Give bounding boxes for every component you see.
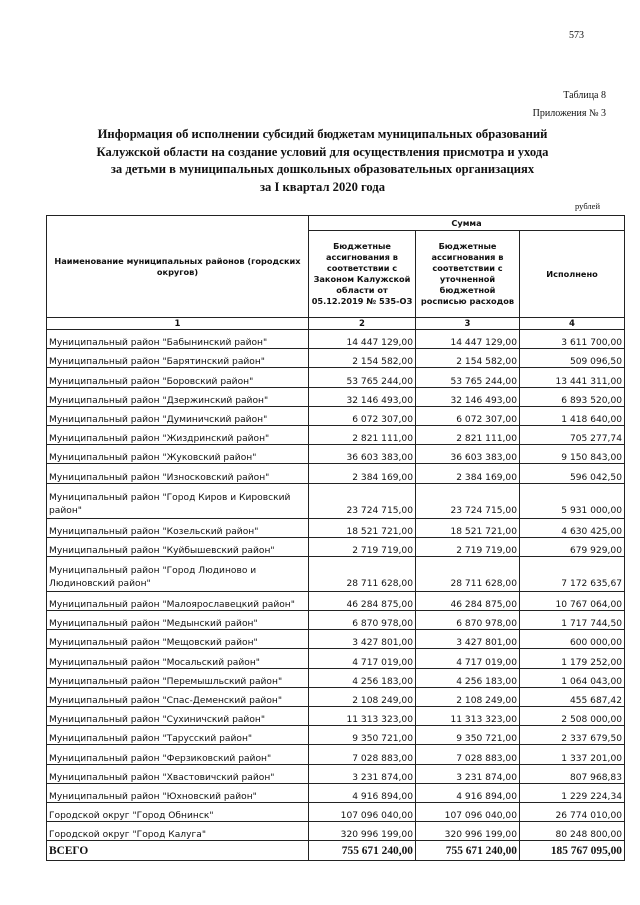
table-row [47,556,625,591]
executed-value: 9 150 843,00 [520,445,625,464]
budget-law-value: 107 096 040,00 [309,802,416,821]
table-row [47,764,625,783]
district-name: Муниципальный район "Мосальский район" [47,649,309,668]
budget-revised-value: 2 154 582,00 [416,349,520,368]
budget-law-value: 3 231 874,00 [309,764,416,783]
district-name: Муниципальный район "Думиничский район" [47,406,309,425]
table-row [47,406,625,425]
budget-revised-value: 7 028 883,00 [416,745,520,764]
table-label: Таблица 8 [563,90,606,101]
total-budget-revised: 755 671 240,00 [416,841,520,861]
executed-value: 80 248 800,00 [520,822,625,841]
budget-revised-value: 4 916 894,00 [416,783,520,802]
executed-value: 509 096,50 [520,349,625,368]
budget-revised-value: 320 996 199,00 [416,822,520,841]
budget-law-value: 36 603 383,00 [309,445,416,464]
budget-law-value: 18 521 721,00 [309,518,416,537]
total-budget-law: 755 671 240,00 [309,841,416,861]
title-line: Калужской области на создание условий для осуществления присмотра и ухода [96,144,549,159]
executed-value: 5 931 000,00 [520,483,625,518]
header-name: Наименование муниципальных районов (городских округов) [47,216,309,318]
district-name: Муниципальный район "Юхновский район" [47,783,309,802]
table-row [47,649,625,668]
table-row [47,387,625,406]
table-row [47,726,625,745]
table-row [47,591,625,610]
budget-law-value: 2 154 582,00 [309,349,416,368]
budget-revised-value: 3 427 801,00 [416,630,520,649]
budget-revised-value: 14 447 129,00 [416,330,520,349]
executed-value: 1 418 640,00 [520,406,625,425]
column-number: 4 [520,318,625,330]
executed-value: 1 064 043,00 [520,668,625,687]
budget-law-value: 3 427 801,00 [309,630,416,649]
header-sum: Сумма [309,216,625,231]
district-name: Муниципальный район "Дзержинский район" [47,387,309,406]
budget-law-value: 7 028 883,00 [309,745,416,764]
page-number: 573 [569,30,584,41]
district-name: Муниципальный район "Износковский район" [47,464,309,483]
budget-revised-value: 107 096 040,00 [416,802,520,821]
budget-revised-value: 2 719 719,00 [416,537,520,556]
budget-law-value: 320 996 199,00 [309,822,416,841]
executed-value: 600 000,00 [520,630,625,649]
table-row [47,687,625,706]
executed-value: 10 767 064,00 [520,591,625,610]
budget-law-value: 4 717 019,00 [309,649,416,668]
executed-value: 807 968,83 [520,764,625,783]
executed-value: 679 929,00 [520,537,625,556]
budget-law-value: 23 724 715,00 [309,483,416,518]
executed-value: 705 277,74 [520,425,625,444]
title-line: за I квартал 2020 года [259,179,386,194]
executed-value: 1 337 201,00 [520,745,625,764]
budget-revised-value: 9 350 721,00 [416,726,520,745]
budget-law-value: 2 821 111,00 [309,425,416,444]
table-row [47,707,625,726]
total-label: ВСЕГО [47,841,309,861]
total-executed: 185 767 095,00 [520,841,625,861]
executed-value: 3 611 700,00 [520,330,625,349]
district-name: Муниципальный район "Хвастовичский район" [47,764,309,783]
executed-value: 26 774 010,00 [520,802,625,821]
budget-revised-value: 6 870 978,00 [416,611,520,630]
budget-revised-value: 36 603 383,00 [416,445,520,464]
budget-law-value: 28 711 628,00 [309,556,416,591]
column-number: 3 [416,318,520,330]
budget-law-value: 9 350 721,00 [309,726,416,745]
budget-revised-value: 11 313 323,00 [416,707,520,726]
budget-law-value: 46 284 875,00 [309,591,416,610]
column-number: 1 [47,318,309,330]
executed-value: 1 179 252,00 [520,649,625,668]
table-row [47,630,625,649]
executed-value: 1 229 224,34 [520,783,625,802]
table-row [47,368,625,387]
executed-value: 2 337 679,50 [520,726,625,745]
budget-law-value: 2 108 249,00 [309,687,416,706]
district-name: Муниципальный район "Барятинский район" [47,349,309,368]
budget-law-value: 4 256 183,00 [309,668,416,687]
title-line: Информация об исполнении субсидий бюджетам муниципальных образований [97,127,548,141]
district-name: Муниципальный район "Малоярославецкий район" [47,591,309,610]
table-row [47,537,625,556]
executed-value: 6 893 520,00 [520,387,625,406]
table-row [47,518,625,537]
executed-value: 455 687,42 [520,687,625,706]
executed-value: 1 717 744,50 [520,611,625,630]
district-name: Муниципальный район "Ферзиковский район" [47,745,309,764]
executed-value: 13 441 311,00 [520,368,625,387]
table-row [47,802,625,821]
units-label: рублей [575,201,600,211]
table-row [47,464,625,483]
table-row [47,611,625,630]
header-budget-revised: Бюджетные ассигнования в соответствии с уточненной бюджетной росписью расходов [416,231,520,318]
budget-law-value: 11 313 323,00 [309,707,416,726]
district-name: Городской округ "Город Калуга" [47,822,309,841]
budget-law-value: 2 384 169,00 [309,464,416,483]
district-name: Муниципальный район "Спас-Деменский район" [47,687,309,706]
table-row [47,425,625,444]
subsidy-table [46,215,625,861]
district-name: Муниципальный район "Город Людиново и Людиновский район" [47,556,309,591]
budget-revised-value: 4 256 183,00 [416,668,520,687]
budget-revised-value: 28 711 628,00 [416,556,520,591]
district-name: Муниципальный район "Бабынинский район" [47,330,309,349]
budget-law-value: 6 072 307,00 [309,406,416,425]
budget-revised-value: 18 521 721,00 [416,518,520,537]
appendix-label: Приложения № 3 [532,108,606,119]
executed-value: 7 172 635,67 [520,556,625,591]
header-executed: Исполнено [520,231,625,318]
district-name: Муниципальный район "Куйбышевский район" [47,537,309,556]
budget-law-value: 6 870 978,00 [309,611,416,630]
budget-revised-value: 23 724 715,00 [416,483,520,518]
total-row [47,841,625,861]
table-row [47,349,625,368]
budget-revised-value: 3 231 874,00 [416,764,520,783]
table-row [47,783,625,802]
table-row [47,745,625,764]
district-name: Муниципальный район "Жуковский район" [47,445,309,464]
executed-value: 4 630 425,00 [520,518,625,537]
table-row [47,445,625,464]
district-name: Муниципальный район "Жиздринский район" [47,425,309,444]
table-body [47,330,625,841]
budget-law-value: 2 719 719,00 [309,537,416,556]
district-name: Муниципальный район "Боровский район" [47,368,309,387]
district-name: Муниципальный район "Медынский район" [47,611,309,630]
budget-law-value: 4 916 894,00 [309,783,416,802]
district-name: Муниципальный район "Город Киров и Кировский район" [47,483,309,518]
table-row [47,668,625,687]
district-name: Городской округ "Город Обнинск" [47,802,309,821]
header-budget-law: Бюджетные ассигнования в соответствии с Законом Калужской области от 05.12.2019 № 535-ОЗ [309,231,416,318]
table-row [47,483,625,518]
budget-law-value: 14 447 129,00 [309,330,416,349]
budget-law-value: 53 765 244,00 [309,368,416,387]
district-name: Муниципальный район "Мещовский район" [47,630,309,649]
budget-revised-value: 32 146 493,00 [416,387,520,406]
executed-value: 596 042,50 [520,464,625,483]
column-number: 2 [309,318,416,330]
budget-revised-value: 6 072 307,00 [416,406,520,425]
budget-law-value: 32 146 493,00 [309,387,416,406]
document-title [40,126,605,196]
budget-revised-value: 46 284 875,00 [416,591,520,610]
district-name: Муниципальный район "Козельский район" [47,518,309,537]
table-row [47,330,625,349]
district-name: Муниципальный район "Перемышльский район" [47,668,309,687]
table-row [47,822,625,841]
district-name: Муниципальный район "Тарусский район" [47,726,309,745]
budget-revised-value: 2 384 169,00 [416,464,520,483]
district-name: Муниципальный район "Сухиничский район" [47,707,309,726]
budget-revised-value: 2 108 249,00 [416,687,520,706]
title-line: за детьми в муниципальных дошкольных образовательных организациях [110,162,535,176]
budget-revised-value: 2 821 111,00 [416,425,520,444]
executed-value: 2 508 000,00 [520,707,625,726]
budget-revised-value: 53 765 244,00 [416,368,520,387]
budget-revised-value: 4 717 019,00 [416,649,520,668]
